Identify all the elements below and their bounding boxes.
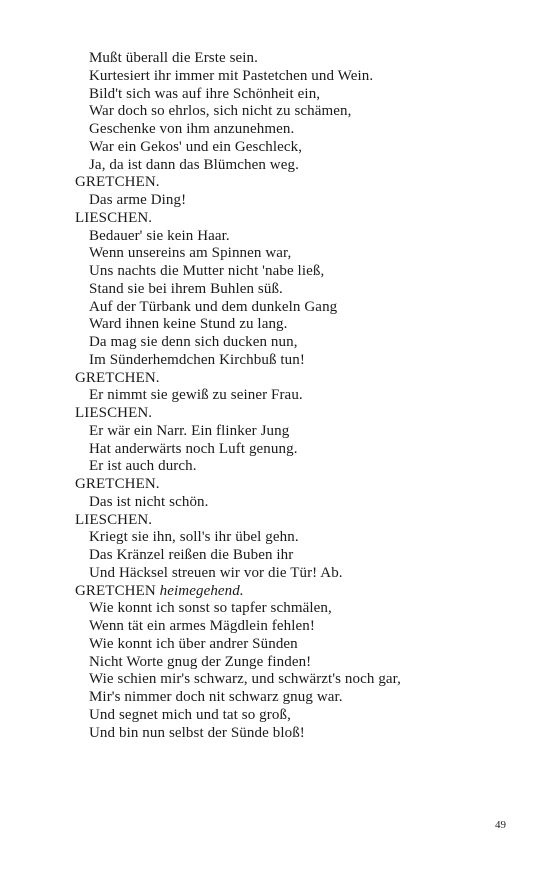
verse-text: Bedauer' sie kein Haar. bbox=[89, 227, 230, 244]
verse-line bbox=[75, 228, 515, 246]
verse-text: Da mag sie denn sich ducken nun, bbox=[89, 334, 298, 350]
speaker-name bbox=[75, 512, 515, 530]
verse-line bbox=[75, 86, 515, 104]
verse-line bbox=[75, 245, 515, 263]
verse-line bbox=[75, 299, 515, 317]
verse-text: Er wär ein Narr. Ein flinker Jung bbox=[89, 422, 290, 439]
speaker-name bbox=[75, 476, 515, 494]
speaker-label: GRETCHEN. bbox=[75, 476, 160, 492]
play-text bbox=[75, 50, 515, 742]
speaker-label: LIESCHEN. bbox=[75, 405, 153, 421]
verse-line bbox=[75, 103, 515, 121]
verse-text: Stand sie bei ihrem Buhlen süß. bbox=[89, 280, 283, 297]
verse-line bbox=[75, 263, 515, 281]
verse-line bbox=[75, 725, 515, 743]
verse-text: Ja, da ist dann das Blümchen weg. bbox=[89, 156, 299, 173]
verse-line bbox=[75, 50, 515, 68]
speaker-name bbox=[75, 370, 515, 388]
verse-line bbox=[75, 547, 515, 565]
verse-text: Wie konnt ich sonst so tapfer schmälen, bbox=[89, 600, 332, 617]
verse-text: Und bin nun selbst der Sünde bloß! bbox=[89, 724, 305, 741]
verse-line bbox=[75, 387, 515, 405]
verse-text: Wie konnt ich über andrer Sünden bbox=[89, 635, 298, 652]
verse-text: Das ist nicht schön. bbox=[89, 493, 209, 510]
verse-text: Das Kränzel reißen die Buben ihr bbox=[89, 547, 294, 563]
speaker-label: LIESCHEN. bbox=[75, 511, 153, 528]
verse-line bbox=[75, 671, 515, 689]
verse-text: Das arme Ding! bbox=[89, 192, 187, 208]
speaker-label: GRETCHEN. bbox=[75, 369, 160, 386]
verse-line bbox=[75, 423, 515, 441]
stage-direction: heimegehend. bbox=[159, 582, 244, 599]
verse-line bbox=[75, 157, 515, 175]
verse-text: Auf der Türbank und dem dunkeln Gang bbox=[89, 298, 338, 315]
verse-line bbox=[75, 600, 515, 618]
verse-text: Und segnet mich und tat so groß, bbox=[89, 706, 291, 723]
verse-text: War ein Gekos' und ein Geschleck, bbox=[89, 138, 303, 155]
verse-line bbox=[75, 68, 515, 86]
page-number: 49 bbox=[495, 819, 506, 831]
verse-line bbox=[75, 494, 515, 512]
verse-line bbox=[75, 565, 515, 583]
verse-line bbox=[75, 654, 515, 672]
verse-line bbox=[75, 618, 515, 636]
verse-line bbox=[75, 316, 515, 334]
verse-text: Und Häcksel streuen wir vor die Tür! Ab. bbox=[89, 564, 343, 581]
speaker-name bbox=[75, 210, 515, 228]
verse-text: Bild't sich was auf ihre Schönheit ein, bbox=[89, 85, 321, 102]
verse-line bbox=[75, 281, 515, 299]
verse-line bbox=[75, 636, 515, 654]
verse-line bbox=[75, 441, 515, 459]
verse-line bbox=[75, 352, 515, 370]
speaker-name bbox=[75, 174, 515, 192]
verse-line bbox=[75, 707, 515, 725]
verse-line bbox=[75, 334, 515, 352]
verse-text: Kurtesiert ihr immer mit Pastetchen und Wein. bbox=[89, 67, 374, 84]
verse-line bbox=[75, 139, 515, 157]
verse-text: Im Sünderhemdchen Kirchbuß tun! bbox=[89, 351, 305, 368]
verse-text: Mir's nimmer doch nit schwarz gnug war. bbox=[89, 689, 343, 705]
verse-line bbox=[75, 121, 515, 139]
verse-text: Mußt überall die Erste sein. bbox=[89, 50, 259, 66]
speaker-label: GRETCHEN bbox=[75, 582, 156, 599]
verse-text: Ward ihnen keine Stund zu lang. bbox=[89, 316, 288, 333]
speaker-label: LIESCHEN. bbox=[75, 209, 153, 226]
verse-line bbox=[75, 529, 515, 547]
verse-text: Kriegt sie ihn, soll's ihr übel gehn. bbox=[89, 529, 299, 546]
verse-line bbox=[75, 458, 515, 476]
verse-text: Wenn unsereins am Spinnen war, bbox=[89, 245, 292, 262]
speaker-label: GRETCHEN. bbox=[75, 174, 160, 191]
verse-text: War doch so ehrlos, sich nicht zu schämen, bbox=[89, 103, 352, 120]
verse-text: Geschenke von ihm anzunehmen. bbox=[89, 121, 295, 137]
verse-line bbox=[75, 192, 515, 210]
verse-line bbox=[75, 689, 515, 707]
speaker-name bbox=[75, 405, 515, 423]
verse-text: Wie schien mir's schwarz, und schwärzt's noch gar, bbox=[89, 671, 402, 688]
verse-text: Hat anderwärts noch Luft genung. bbox=[89, 440, 298, 457]
verse-text: Nicht Worte gnug der Zunge finden! bbox=[89, 653, 312, 670]
verse-text: Er ist auch durch. bbox=[89, 458, 197, 475]
verse-text: Er nimmt sie gewiß zu seiner Frau. bbox=[89, 387, 303, 404]
speaker-name bbox=[75, 583, 515, 601]
verse-text: Wenn tät ein armes Mägdlein fehlen! bbox=[89, 618, 315, 634]
verse-text: Uns nachts die Mutter nicht 'nabe ließ, bbox=[89, 263, 325, 279]
